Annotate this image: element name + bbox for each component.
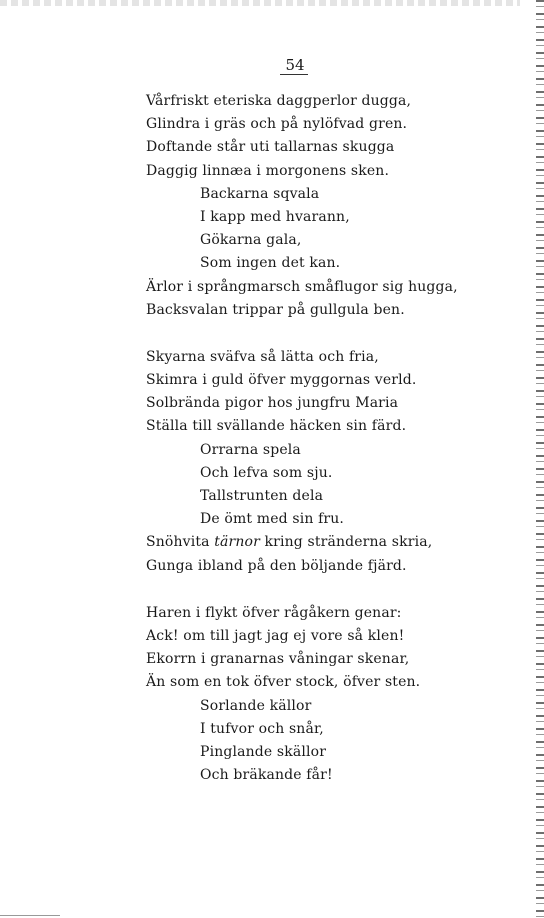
poem-line: Skyarna sväfva så lätta och fria,: [146, 348, 379, 365]
poem-line: Backsvalan trippar på gullgula ben.: [146, 301, 405, 318]
poem-line: Gökarna gala,: [200, 232, 302, 249]
poem-line: [146, 531, 446, 554]
stanza-2: [146, 346, 446, 578]
poem-line-text: Snöhvita: [146, 534, 215, 551]
page-number-rule: [280, 74, 308, 75]
poem-line: Doftande står uti tallarnas skugga: [146, 139, 395, 156]
poem-line: Pinglande skällor: [200, 743, 327, 760]
stanza-3: [146, 602, 446, 788]
poem-line: Orrarna spela: [200, 441, 301, 458]
poem-line: Än som en tok öfver stock, öfver sten.: [146, 674, 421, 691]
poem-line: Backarna sqvala: [200, 185, 320, 202]
poem-line-text: kring stränderna skria,: [259, 534, 433, 551]
poem-line-italic-word: tärnor: [214, 534, 260, 551]
poem-line: Ärlor i språngmarsch småflugor sig hugga,: [146, 278, 458, 295]
scan-bottom-mark: [0, 915, 60, 916]
poem-line: Tallstrunten dela: [200, 488, 324, 504]
poem: [146, 90, 458, 787]
poem-line: Ack! om till jagt jag ej vore så klen!: [146, 627, 405, 644]
poem-line: I tufvor och snår,: [200, 720, 324, 737]
poem-line: Som ingen det kan.: [200, 255, 341, 272]
poem-line: Och lefva som sju.: [200, 464, 333, 481]
poem-line: Gunga ibland på den böljande fjärd.: [146, 557, 407, 574]
poem-line: Och bräkande får!: [200, 767, 333, 784]
page-number: 54: [285, 56, 305, 74]
scan-right-edge: [536, 0, 544, 918]
poem-line: Ställa till svällande häcken sin färd.: [146, 418, 407, 435]
stanza-1: [146, 90, 458, 322]
poem-line: Solbrända pigor hos jungfru Maria: [146, 395, 399, 412]
poem-line: Vårfriskt eteriska daggperlor dugga,: [146, 93, 412, 109]
poem-line: Daggig linnæa i morgonens sken.: [146, 162, 390, 179]
poem-line: Ekorrn i granarnas våningar skenar,: [146, 651, 410, 668]
poem-line: I kapp med hvarann,: [200, 208, 350, 225]
poem-line: De ömt med sin fru.: [200, 511, 345, 528]
poem-line: Sorlande källor: [200, 697, 312, 714]
scan-top-edge: [0, 0, 520, 6]
poem-line: Glindra i gräs och på nylöfvad gren.: [146, 116, 408, 133]
poem-line: Haren i flykt öfver rågåkern genar:: [146, 604, 402, 621]
poem-line: Skimra i guld öfver myggornas verld.: [146, 372, 417, 389]
